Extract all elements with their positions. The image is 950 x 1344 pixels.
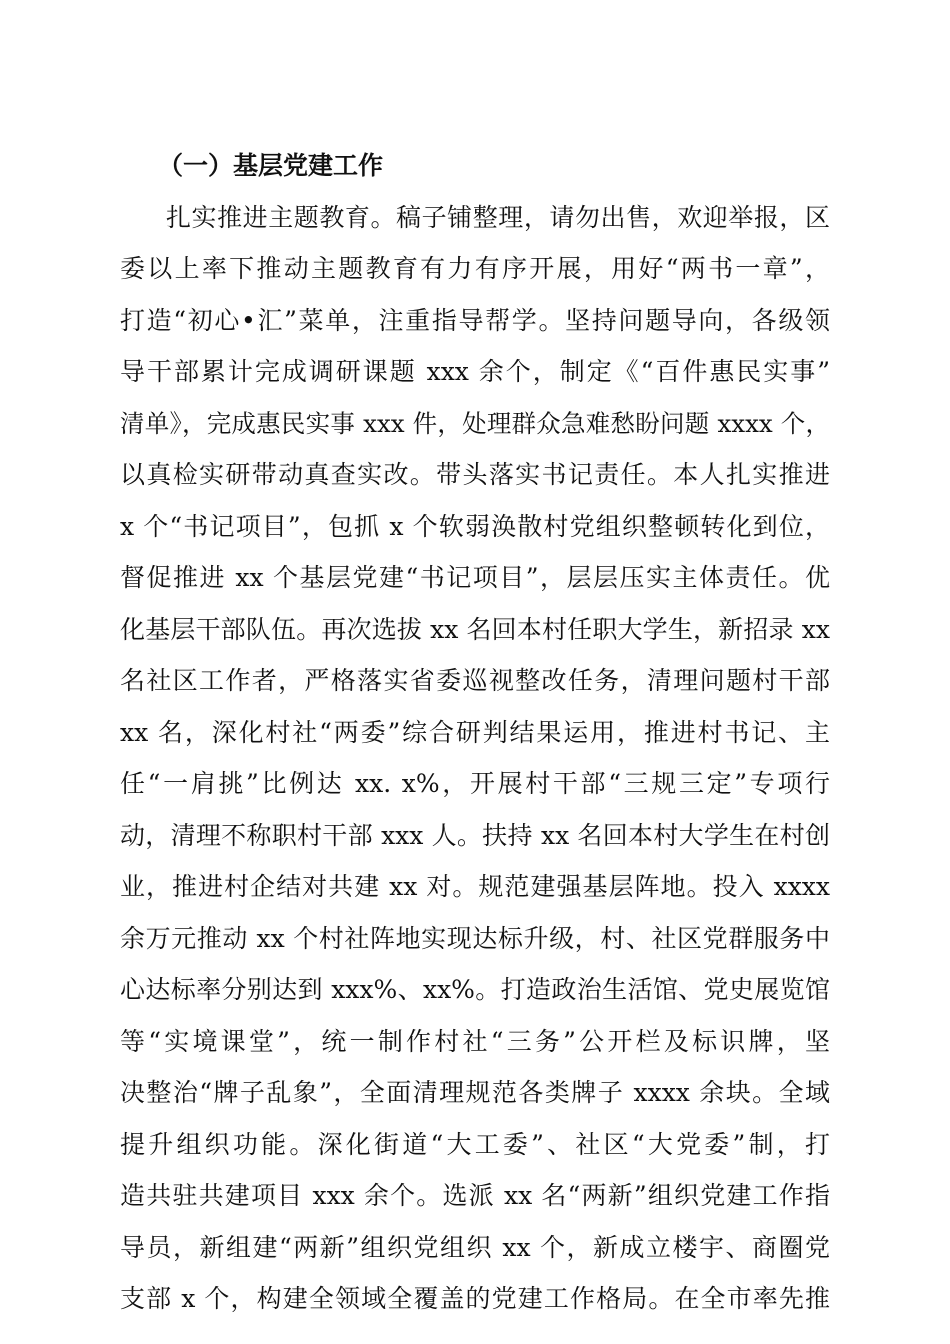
paragraph-line: 清单》，完成惠民实事 xxx 件，处理群众急难愁盼问题 xxxx 个， — [120, 408, 830, 438]
paragraph-line: 任“一肩挑”比例达 xx. x%，开展村干部“三规三定”专项行 — [120, 769, 830, 798]
paragraph-line: 动，清理不称职村干部 xxx 人。扶持 xx 名回本村大学生在村创 — [120, 820, 830, 850]
paragraph-line: 督促推进 xx 个基层党建“书记项目”，层层压实主体责任。优 — [120, 563, 830, 592]
paragraph-line: 化基层干部队伍。再次选拔 xx 名回本村任职大学生，新招录 xx — [120, 614, 830, 644]
paragraph-line: 委以上率下推动主题教育有力有序开展，用好“两书一章”， — [120, 254, 830, 283]
paragraph-line: 导干部累计完成调研课题 xxx 余个，制定《“百件惠民实事” — [120, 357, 830, 386]
paragraph-line: 导员，新组建“两新”组织党组织 xx 个，新成立楼宇、商圈党 — [120, 1232, 830, 1262]
paragraph-line: x 个“书记项目”，包抓 x 个软弱涣散村党组织整顿转化到位， — [120, 511, 830, 541]
paragraph-line: 提升组织功能。深化街道“大工委”、社区“大党委”制，打 — [120, 1129, 830, 1159]
paragraph-line: 余万元推动 xx 个村社阵地实现达标升级，村、社区党群服务中 — [120, 923, 830, 953]
paragraph-line: 支部 x 个，构建全领域全覆盖的党建工作格局。在全市率先推 — [120, 1284, 830, 1313]
paragraph-line: 以真检实研带动真查实改。带头落实书记责任。本人扎实推进 — [120, 460, 830, 489]
paragraph-line: 名社区工作者，严格落实省委巡视整改任务，清理问题村干部 — [120, 666, 830, 695]
paragraph-line: 等“实境课堂”，统一制作村社“三务”公开栏及标识牌，坚 — [120, 1026, 830, 1056]
paragraph-line: 造共驻共建项目 xxx 余个。选派 xx 名“两新”组织党建工作指 — [120, 1181, 830, 1210]
section-heading: （一）基层党建工作 — [158, 151, 384, 180]
paragraph-line: 扎实推进主题教育。稿子铺整理，请勿出售，欢迎举报，区 — [166, 202, 830, 232]
paragraph-line: xx 名，深化村社“两委”综合研判结果运用，推进村书记、主 — [120, 717, 830, 747]
paragraph-line: 决整治“牌子乱象”，全面清理规范各类牌子 xxxx 余块。全域 — [120, 1078, 830, 1107]
paragraph-line: 心达标率分别达到 xxx%、xx%。打造政治生活馆、党史展览馆 — [120, 975, 830, 1004]
paragraph-line: 打造“初心•汇”菜单，注重指导帮学。坚持问题导向，各级领 — [120, 305, 830, 335]
document-body — [120, 140, 830, 1325]
paragraph-line: 业，推进村企结对共建 xx 对。规范建强基层阵地。投入 xxxx — [120, 872, 830, 901]
